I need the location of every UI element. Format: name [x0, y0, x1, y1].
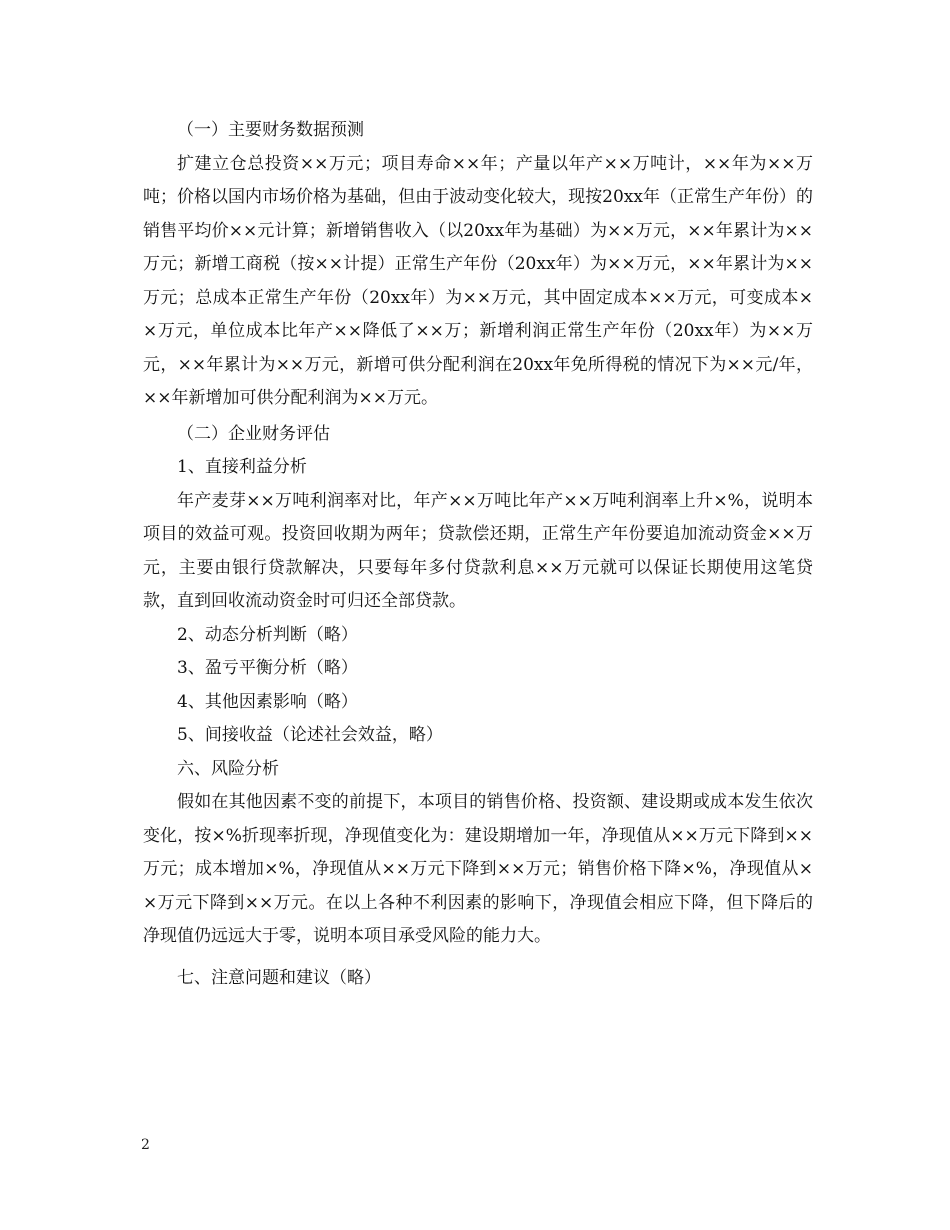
document-body — [143, 114, 813, 995]
subheading-direct-benefit-analysis: 1、直接利益分析 — [177, 457, 307, 477]
list-item-breakeven-analysis: 3、盈亏平衡分析（略） — [177, 658, 358, 678]
page-number: 2 — [141, 1137, 150, 1153]
list-item-other-factors: 4、其他因素影响（略） — [177, 691, 358, 712]
section-heading-financial-forecast: （一）主要财务数据预测 — [177, 120, 364, 140]
list-item-dynamic-analysis: 2、动态分析判断（略） — [177, 624, 358, 645]
paragraph-direct-benefit-analysis: 年产麦芽××万吨利润率对比，年产××万吨比年产××万吨利润率上升×%，说明本项目的效益可观。投资回收期为两年；贷款偿还期，正常生产年份要追加流动资金××万元，主要由银行贷款解决，只要每年多付贷款利息××万元就可以保证长期使用这笔贷款，直到回收流动资金时可归还全部贷款。 — [143, 490, 813, 611]
section-heading-financial-evaluation: （二）企业财务评估 — [177, 423, 330, 444]
section-heading-risk-analysis: 六、风险分析 — [177, 758, 279, 779]
list-item-indirect-benefits: 5、间接收益（论述社会效益，略） — [177, 725, 443, 745]
paragraph-risk-analysis: 假如在其他因素不变的前提下，本项目的销售价格、投资额、建设期或成本发生依次变化，按×%折现率折现，净现值变化为：建设期增加一年，净现值从××万元下降到××万元；成本增加×%，净现值从××万元下降到××万元；销售价格下降×%，净现值从××万元下降到××万元。在以上各种不利因素的影响下，净现值会相应下降，但下降后的净现值仍远远大于零，说明本项目承受风险的能力大。 — [143, 792, 813, 946]
paragraph-financial-forecast: 扩建立仓总投资××万元；项目寿命××年；产量以年产××万吨计，××年为××万吨；价格以国内市场价格为基础，但由于波动变化较大，现按20xx年（正常生产年份）的销售平均价××元计算；新增销售收入（以20xx年为基础）为××万元，××年累计为××万元；新增工商税（按××计提）正常生产年份（20xx年）为××万元，××年累计为××万元；总成本正常生产年份（20xx年）为××万元，其中固定成本××万元，可变成本××万元，单位成本比年产××降低了××万；新增利润正常生产年份（20xx年）为××万元，××年累计为××万元，新增可供分配利润在20xx年免所得税的情况下为××元/年，××年新增加可供分配利润为××万元。 — [143, 153, 813, 408]
section-heading-notes-and-suggestions: 七、注意问题和建议（略） — [177, 967, 381, 988]
